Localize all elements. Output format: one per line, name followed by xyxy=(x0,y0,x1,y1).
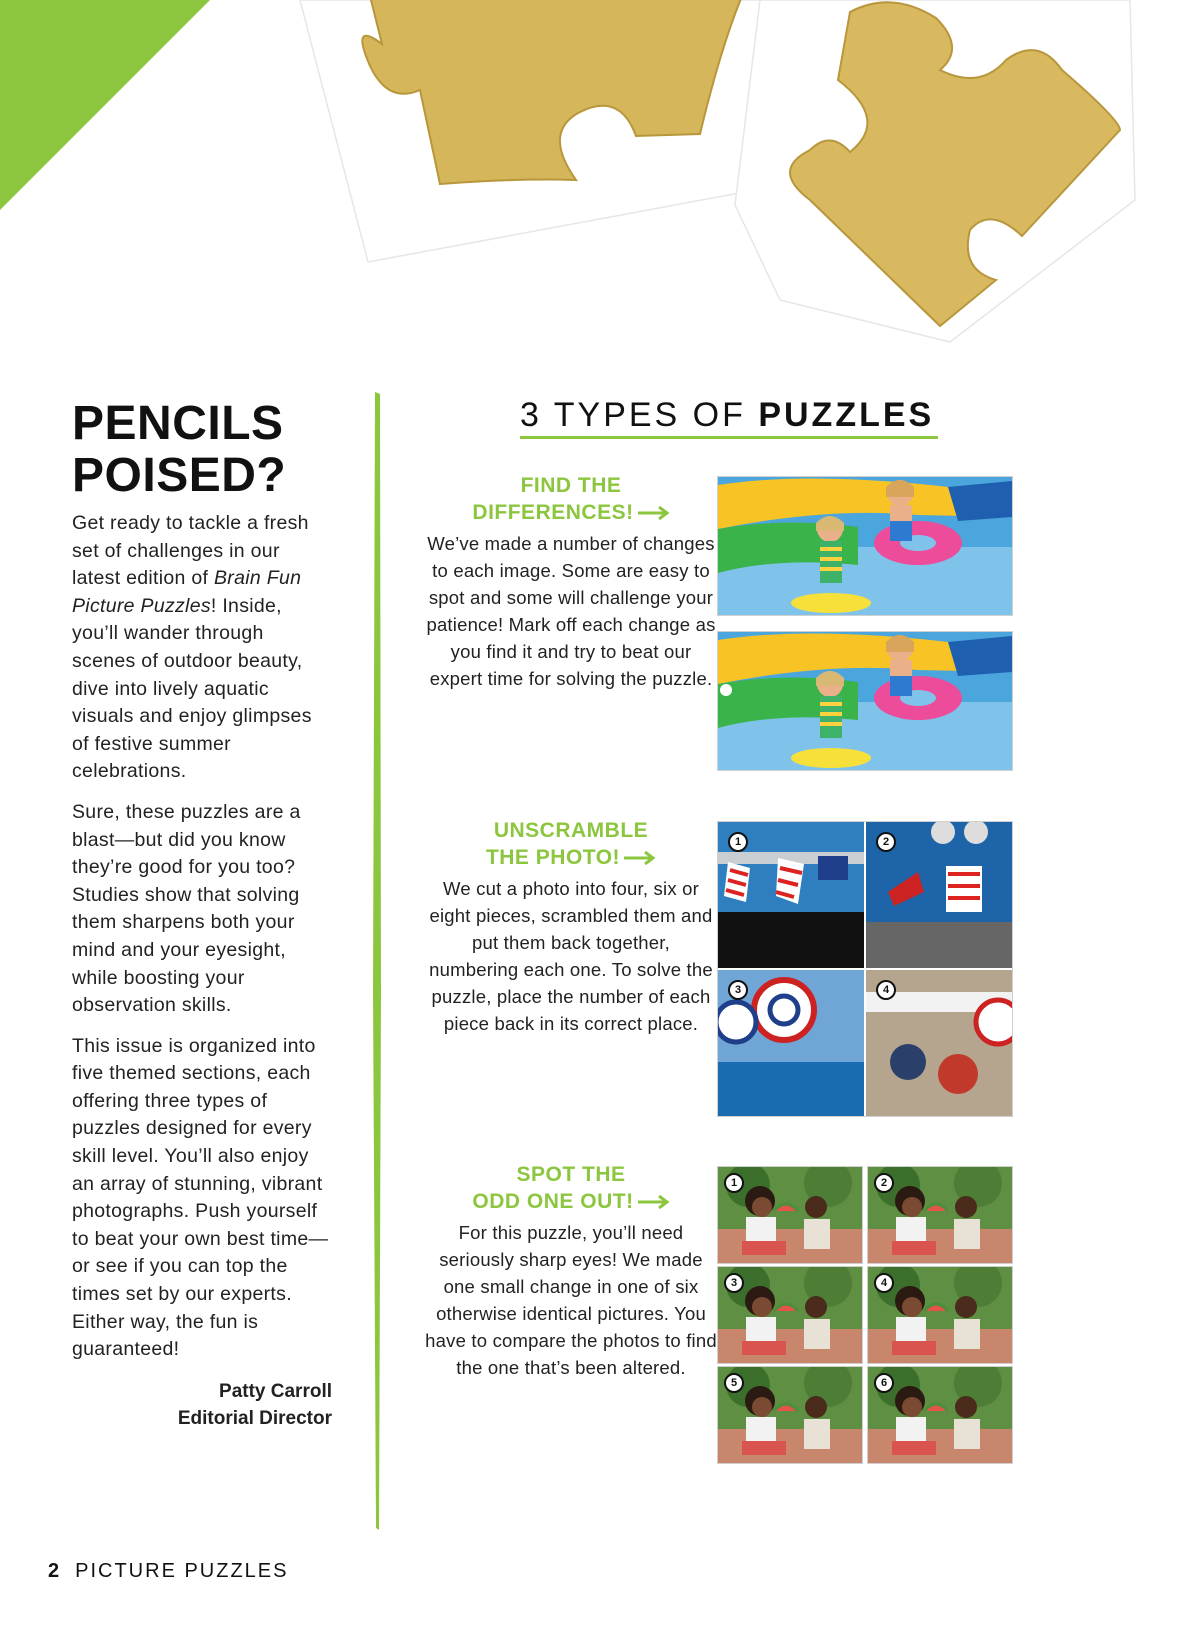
water-slide-image xyxy=(718,477,1012,615)
piece-number-badge: 3 xyxy=(728,980,748,1000)
intro-column xyxy=(72,398,332,1432)
puzzle-title-line-2: THE PHOTO! xyxy=(485,846,621,869)
odd-one-out-photo xyxy=(867,1266,1013,1364)
photo-number-badge: 4 xyxy=(874,1273,894,1293)
puzzle-title xyxy=(425,1161,717,1215)
photo-number-badge: 5 xyxy=(724,1373,744,1393)
signature-name: Patty Carroll xyxy=(219,1380,332,1402)
intro-text xyxy=(72,510,332,1364)
section-title-bold: PUZZLES xyxy=(758,396,935,434)
section-title-light: 3 TYPES OF xyxy=(520,396,759,434)
arrow-right-icon xyxy=(638,1195,670,1209)
puzzle-title xyxy=(425,817,717,871)
odd-one-out-photo xyxy=(717,1266,863,1364)
parade-scrambled-photo xyxy=(717,821,1013,1117)
signature xyxy=(72,1378,332,1432)
arrow-right-icon xyxy=(624,851,656,865)
odd-one-out-photo xyxy=(717,1366,863,1464)
piece-number-badge: 2 xyxy=(876,832,896,852)
odd-one-out-photo xyxy=(867,1166,1013,1264)
intro-paragraph-2: Sure, these puzzles are a blast—but did you know they’re good for you too? Studies show that solving them sharpens both your mind and your eyesight, while boosting your observation skills. xyxy=(72,800,301,1017)
odd-one-out-photo xyxy=(867,1366,1013,1464)
puzzle-title-line-1: SPOT THE xyxy=(516,1163,626,1186)
water-slide-photo-altered xyxy=(717,631,1013,771)
green-brush-divider xyxy=(372,392,382,1530)
puzzle-description: We cut a photo into four, six or eight pieces, scrambled them and put them back together, numbering each one. To solve the puzzle, place the number of each piece back in its correct place. xyxy=(429,878,713,1034)
photo-number-badge: 6 xyxy=(874,1373,894,1393)
puzzle-title-line-2: DIFFERENCES! xyxy=(472,501,634,524)
headline-line-1: PENCILS xyxy=(72,397,284,450)
intro-p1-text: Get ready to tackle a fresh set of challenges in our latest edition of xyxy=(72,512,309,590)
intro-paragraph-3: This issue is organized into five themed sections, each offering three types of puzzles designed for every skill level. You’ll also enjoy an array of stunning, vibrant photographs. Push yourself to beat your own best time—or see if you can top the times set by our experts. Either way, the fun is guaranteed! xyxy=(72,1034,329,1361)
headline-line-2: POISED? xyxy=(72,449,287,502)
piece-number-badge: 1 xyxy=(728,832,748,852)
page-number: 2 xyxy=(48,1560,62,1582)
puzzle-description: We’ve made a number of changes to each image. Some are easy to spot and some will challenge your patience! Mark off each change as you find it and try to beat our expert time for solving the puzzle. xyxy=(426,533,716,689)
publication-name: PICTURE PUZZLES xyxy=(75,1560,289,1582)
page-footer xyxy=(48,1560,288,1583)
puzzle-pieces-illustration xyxy=(290,0,1190,360)
puzzle-title xyxy=(425,472,717,526)
puzzle-type-find-differences xyxy=(425,472,717,692)
water-slide-image xyxy=(718,632,1012,770)
puzzle-title-line-1: UNSCRAMBLE xyxy=(493,819,649,842)
section-title xyxy=(520,396,934,435)
green-corner-accent xyxy=(0,0,210,210)
puzzle-type-odd-one-out xyxy=(425,1161,717,1381)
odd-one-out-photo xyxy=(717,1166,863,1264)
puzzle-title-line-2: ODD ONE OUT! xyxy=(472,1190,634,1213)
puzzle-description: For this puzzle, you’ll need seriously sharp eyes! We made one small change in one of six otherwise identical pictures. You have to compare the photos to find the one that’s been altered. xyxy=(425,1222,717,1378)
parade-image xyxy=(718,822,1012,1116)
photo-number-badge: 1 xyxy=(724,1173,744,1193)
puzzle-type-unscramble xyxy=(425,817,717,1037)
water-slide-photo-original xyxy=(717,476,1013,616)
piece-number-badge: 4 xyxy=(876,980,896,1000)
photo-number-badge: 3 xyxy=(724,1273,744,1293)
section-title-underline xyxy=(520,436,938,439)
intro-paragraph-1 xyxy=(72,510,332,786)
arrow-right-icon xyxy=(638,506,670,520)
intro-p1-text-end: ! Inside, you’ll wander through scenes of outdoor beauty, dive into lively aquatic visuals and enjoy glimpses of festive summer celebrations. xyxy=(72,594,312,783)
magazine-title: Brain Fun Picture Puzzles xyxy=(72,567,302,617)
puzzle-title-line-1: FIND THE xyxy=(520,474,622,497)
page-headline xyxy=(72,398,332,502)
signature-title: Editorial Director xyxy=(177,1407,332,1429)
photo-number-badge: 2 xyxy=(874,1173,894,1193)
